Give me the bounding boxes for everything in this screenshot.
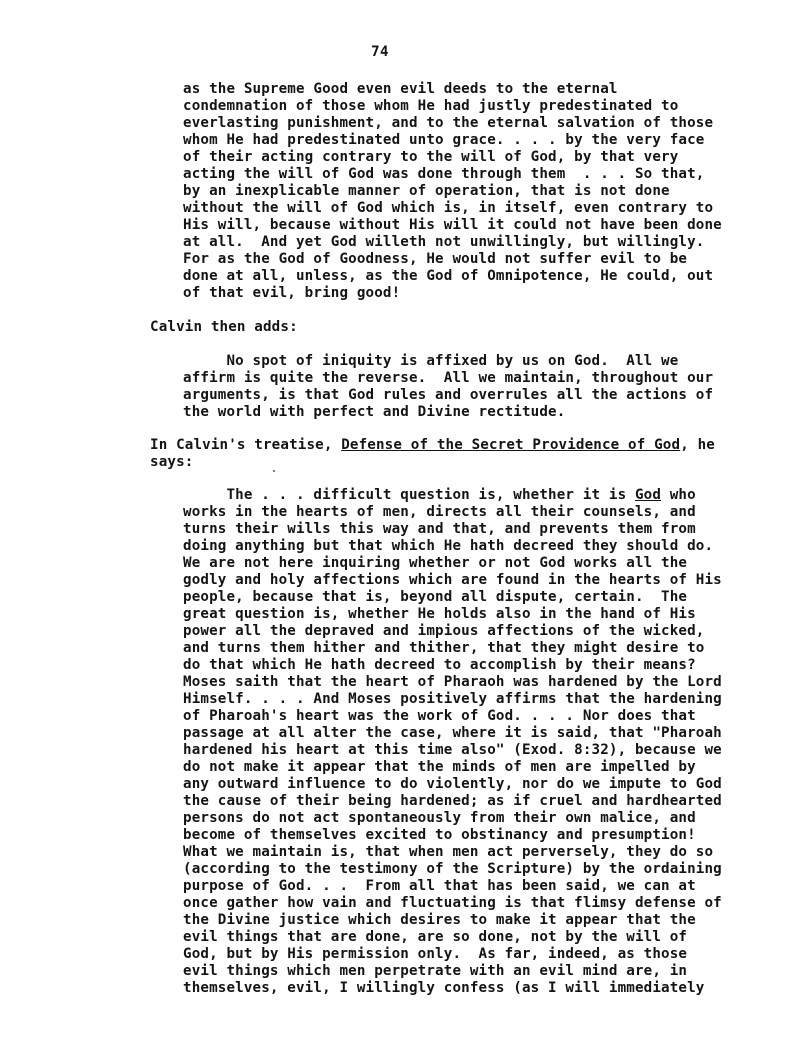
quote-line [183,487,696,504]
intro-text: , he [680,437,715,453]
quote-line: at all. And yet God willeth not unwillingly, but willingly. [183,234,705,250]
intro-text: In Calvin's treatise, [150,437,342,453]
quote-line: do that which He hath decreed to accomplish by their means? [183,657,696,673]
treatise-title: Defense of the Secret Providence of God [341,437,681,453]
quote-line: passage at all alter the case, where it is said, that "Pharoah [183,725,722,741]
quote-line: without the will of God which is, in itself, even contrary to [183,200,714,216]
quote-line: arguments, is that God rules and overrules all the actions of [183,387,714,403]
quote-line: of Pharoah's heart was the work of God. . . . Nor does that [183,708,696,724]
page-number: 74 [371,44,389,60]
quote-line: power all the depraved and impious affections of the wicked, [183,623,705,639]
quote-line: done at all, unless, as the God of Omnipotence, He could, out [183,268,714,284]
quote-line: become of themselves excited to obstinancy and presumption! [183,827,696,843]
scan-speck [273,470,275,472]
quote-line: themselves, evil, I willingly confess (as I will immediately [183,980,705,996]
quote-line: people, because that is, beyond all dispute, certain. The [183,589,688,605]
quote-line: (according to the testimony of the Scripture) by the ordaining [183,861,722,877]
quote-line: turns their wills this way and that, and prevents them from [183,521,696,537]
quote-line: the world with perfect and Divine rectitude. [183,404,566,420]
quote-line: doing anything but that which He hath decreed they should do. [183,538,714,554]
quote-line: the Divine justice which desires to make it appear that the [183,912,696,928]
quote-text: who [661,487,696,503]
quote-line: any outward influence to do violently, nor do we impute to God [183,776,722,792]
quote-line: acting the will of God was done through them . . . So that, [183,166,705,182]
quote-line: whom He had predestinated unto grace. . . . by the very face [183,132,705,148]
body-text-line [150,437,715,454]
quote-line: and turns them hither and thither, that they might desire to [183,640,705,656]
quote-line: the cause of their being hardened; as if cruel and hardhearted [183,793,722,809]
body-text-line: Calvin then adds: [150,319,298,335]
quote-line: condemnation of those whom He had justly predestinated to [183,98,679,114]
quote-line: affirm is quite the reverse. All we maintain, throughout our [183,370,714,386]
quote-line: What we maintain is, that when men act perversely, they do so [183,844,714,860]
quote-line: purpose of God. . . From all that has been said, we can at [183,878,696,894]
quote-line: great question is, whether He holds also in the hand of His [183,606,696,622]
quote-line: of that evil, bring good! [183,285,401,301]
quote-line: God, but by His permission only. As far, indeed, as those [183,946,688,962]
quote-line: evil things that are done, are so done, not by the will of [183,929,688,945]
quote-line: once gather how vain and fluctuating is that flimsy defense of [183,895,722,911]
quote-line: do not make it appear that the minds of men are impelled by [183,759,696,775]
quote-line: works in the hearts of men, directs all their counsels, and [183,504,696,520]
quote-line: everlasting punishment, and to the eternal salvation of those [183,115,714,131]
quote-line: of their acting contrary to the will of God, by that very [183,149,679,165]
quote-line: as the Supreme Good even evil deeds to the eternal [183,81,618,97]
quote-line: His will, because without His will it could not have been done [183,217,722,233]
quote-line: For as the God of Goodness, He would not suffer evil to be [183,251,688,267]
emphasized-word: God [634,487,662,503]
body-text-line: says: [150,454,194,470]
quote-line: Himself. . . . And Moses positively affirms that the hardening [183,691,722,707]
quote-line: We are not here inquiring whether or not God works all the [183,555,688,571]
quote-line: No spot of iniquity is affixed by us on God. All we [183,353,679,369]
quote-line: godly and holy affections which are found in the hearts of His [183,572,722,588]
quote-text: The . . . difficult question is, whether it is [183,487,635,503]
quote-line: hardened his heart at this time also" (Exod. 8:32), because we [183,742,722,758]
quote-line: evil things which men perpetrate with an evil mind are, in [183,963,688,979]
quote-line: Moses saith that the heart of Pharaoh was hardened by the Lord [183,674,722,690]
quote-line: by an inexplicable manner of operation, that is not done [183,183,670,199]
quote-line: persons do not act spontaneously from their own malice, and [183,810,696,826]
